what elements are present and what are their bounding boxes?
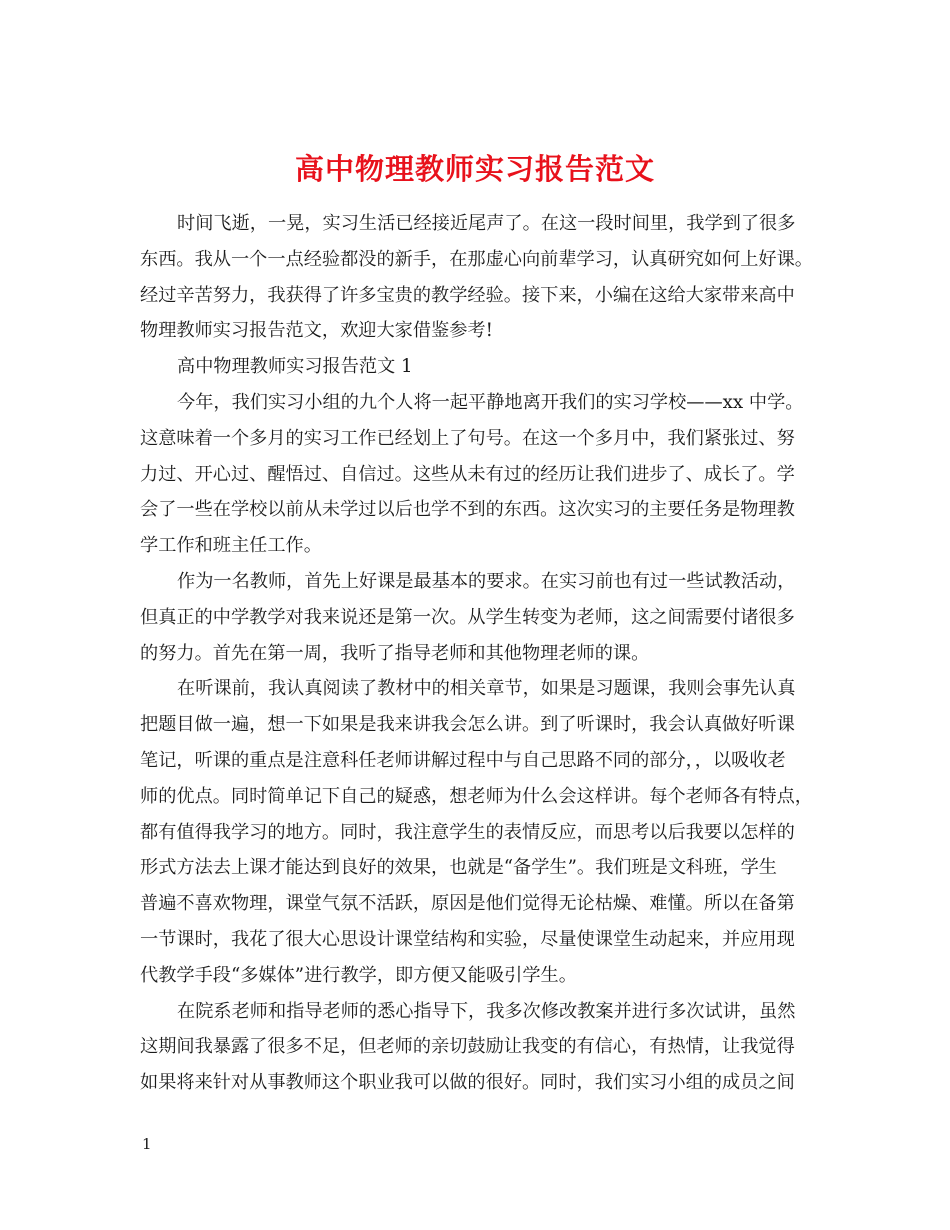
body-line: 这期间我暴露了很多不足，但老师的亲切鼓励让我变的有信心，有热情，让我觉得 bbox=[140, 1036, 795, 1058]
page-number: 1 bbox=[142, 1135, 152, 1153]
body-line: 都有值得我学习的地方。同时，我注意学生的表情反应，而思考以后我要以怎样的 bbox=[140, 821, 795, 843]
body-line: 时间飞逝，一晃，实习生活已经接近尾声了。在这一段时间里，我学到了很多 bbox=[177, 213, 796, 234]
body-line: 作为一名教师，首先上好课是最基本的要求。在实习前也有过一些试教活动， bbox=[177, 570, 796, 592]
body-line: 代教学手段“多媒体”进行教学，即方便又能吸引学生。 bbox=[140, 964, 577, 986]
body-line: 形式方法去上课才能达到良好的效果，也就是“备学生”。我们班是文科班，学生 bbox=[140, 857, 777, 879]
body-line: 会了一些在学校以前从未学过以后也学不到的东西。这次实习的主要任务是物理教 bbox=[140, 499, 795, 521]
document-title: 高中物理教师实习报告范文 bbox=[294, 152, 655, 187]
body-line: 高中物理教师实习报告范文 1 bbox=[177, 356, 413, 378]
body-line: 如果将来针对从事教师这个职业我可以做的很好。同时，我们实习小组的成员之间 bbox=[140, 1072, 795, 1094]
body-line: 把题目做一遍，想一下如果是我来讲我会怎么讲。到了听课时，我会认真做好听课 bbox=[140, 714, 795, 736]
body-line: 笔记，听课的重点是注意科任老师讲解过程中与自己思路不同的部分，，以吸收老 bbox=[140, 749, 786, 771]
body-line: 在听课前，我认真阅读了教材中的相关章节，如果是习题课，我则会事先认真 bbox=[177, 678, 796, 700]
body-line: 在院系老师和指导老师的悉心指导下，我多次修改教案并进行多次试讲，虽然 bbox=[177, 1000, 796, 1022]
body-line: 的努力。首先在第一周，我听了指导老师和其他物理老师的课。 bbox=[140, 642, 650, 664]
body-line: 东西。我从一个一点经验都没的新手，在那虚心向前辈学习，认真研究如何上好课。 bbox=[140, 248, 813, 270]
document-body bbox=[140, 206, 830, 1101]
body-line: 今年，我们实习小组的九个人将一起平静地离开我们的实习学校——xx 中学。 bbox=[177, 391, 804, 413]
body-line: 力过、开心过、醒悟过、自信过。这些从未有过的经历让我们进步了、成长了。学 bbox=[140, 463, 795, 485]
body-line: 物理教师实习报告范文，欢迎大家借鉴参考! bbox=[140, 320, 493, 342]
body-line: 师的优点。同时简单记下自己的疑惑，想老师为什么会这样讲。每个老师各有特点， bbox=[140, 785, 813, 807]
body-line: 但真正的中学教学对我来说还是第一次。从学生转变为老师，这之间需要付诸很多 bbox=[140, 606, 795, 628]
body-line: 一节课时，我花了很大心思设计课堂结构和实验，尽量使课堂生动起来，并应用现 bbox=[140, 928, 795, 950]
body-line: 学工作和班主任工作。 bbox=[140, 535, 322, 557]
body-line: 普遍不喜欢物理，课堂气氛不活跃，原因是他们觉得无论枯燥、难懂。所以在备第 bbox=[140, 893, 795, 915]
body-line: 经过辛苦努力，我获得了许多宝贵的教学经验。接下来，小编在这给大家带来高中 bbox=[140, 284, 795, 306]
body-line: 这意味着一个多月的实习工作已经划上了句号。在这一个多月中，我们紧张过、努 bbox=[140, 427, 795, 449]
